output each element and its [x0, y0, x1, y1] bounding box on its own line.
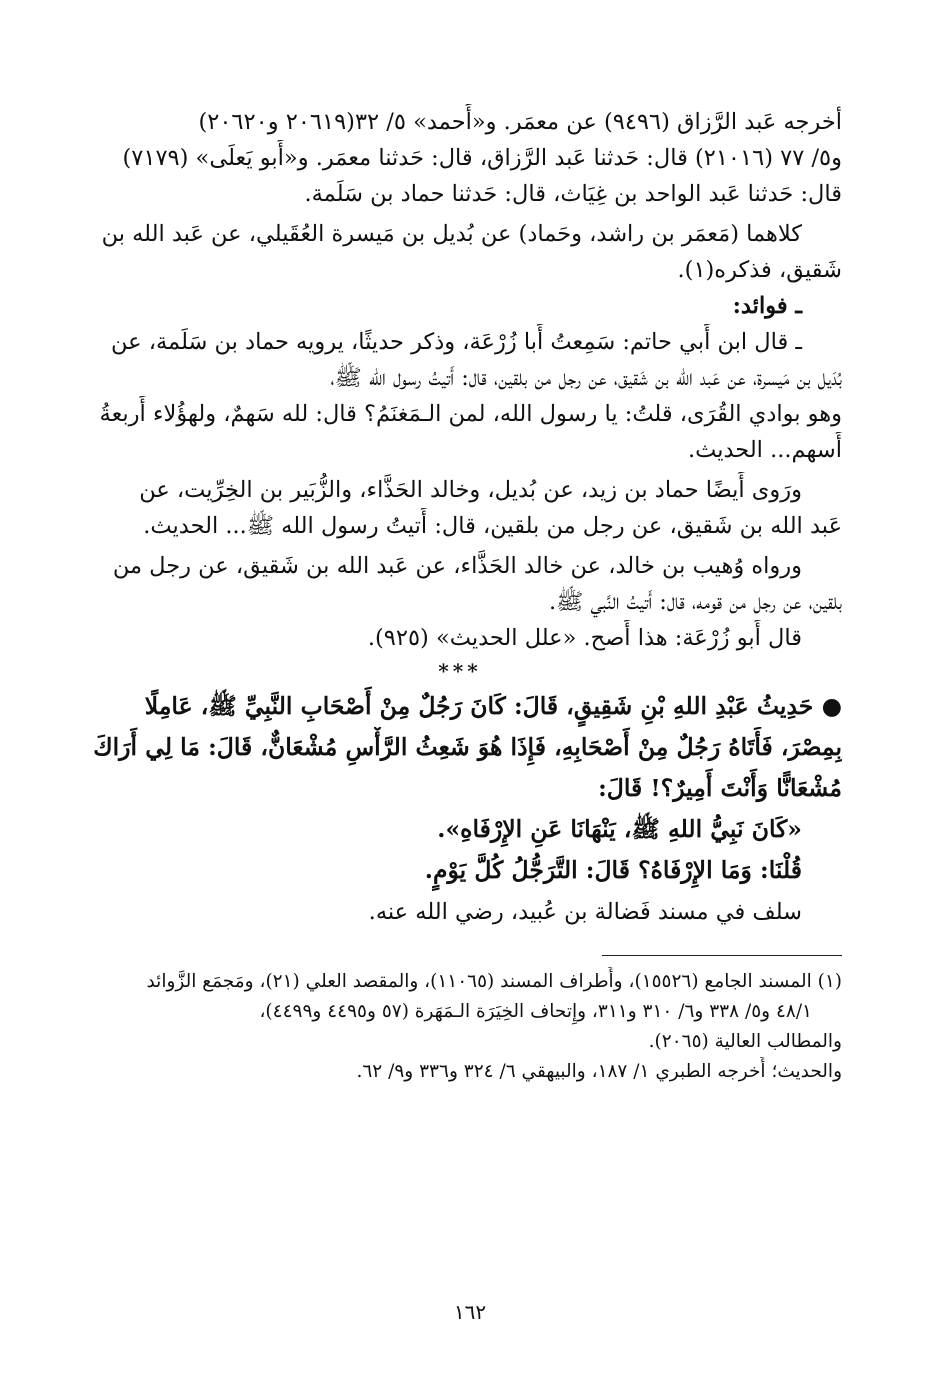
text-line: و٥/ ٧٧ (٢١٠١٦) قال: حَدثنا عَبد الرَّزاق، قال: حَدثنا معمَر. و«أَبو يَعلَى» (٧١٧٩) — [122, 145, 842, 171]
footnote-line: والمطالب العالية (٢٠٦٥). — [648, 1031, 842, 1052]
text-line: ـ قال ابن أَبي حاتم: سَمِعتُ أَبا زُرْعَة، وذكر حديثًا، يرويه حماد بن سَلَمة، عن — [111, 329, 802, 355]
page-body — [78, 104, 842, 1087]
closing-line: سلف في مسند فَضالة بن عُبيد، رضي الله عنه. — [368, 899, 802, 925]
hadith-intro-line: ● حَدِيثُ عَبْدِ اللهِ بْنِ شَقِيقٍ، قَالَ: كَانَ رَجُلٌ مِنْ أَصْحَابِ النَّبِيِّ ﷺ، عَامِلًا — [144, 692, 842, 720]
hadith-text-line: قُلْنَا: وَمَا الإِرْفَاهُ؟ قَالَ: التَّرَجُّلُ كُلَّ يَوْمٍ. — [424, 856, 802, 884]
text-line: أخرجه عَبد الرَّزاق (٩٤٩٦) عن معمَر. و«أَحمد» ٥/ ٣٢(٢٠٦١٩ و٢٠٦٢٠) — [198, 109, 842, 135]
footnote-line: والحديث؛ أَخرجه الطبري ١/ ١٨٧، والبيهقي ٦/ ٣٢٤ و٣٣٦ و٩/ ٦٢. — [356, 1061, 842, 1082]
footnote-line: ٤٨/١ و٥/ ٣٣٨ و٦/ ٣١٠ و٣١١، وإِتحاف الخِيَرَة الـمَهَرة (٥٧ و٤٤٩٥ و٤٤٩٩)، — [259, 1001, 812, 1022]
text-line: عَبد الله بن شَقيق، عن رجل من بلقين، قال: أَتيتُ رسول الله ﷺ... الحديث. — [143, 513, 842, 539]
benefits-heading: ـ فوائد: — [732, 293, 802, 319]
text-line: شَقيق، فذكره(١). — [677, 257, 842, 283]
text-line: بُدَيل بن مَيسرة، عن عَبد الله بن شَقيق، عن رجل من بلقين، قال: أَتيتُ رسول الله ﷺ، — [330, 365, 842, 391]
footnote-line: (١) المسند الجامع (١٥٥٢٦)، وأَطراف المسند (١١٠٦٥)، والمقصد العلي (٢١)، ومَجمَع الزَّوائد — [146, 971, 842, 992]
text-line: ورَوى أَيضًا حماد بن زيد، عن بُديل، وخالد الحَذَّاء، والزُّبَير بن الخِرِّيت، عن — [139, 477, 802, 503]
text-line: قال أَبو زُرْعَة: هذا أَصح. «علل الحديث» (٩٢٥). — [367, 625, 802, 651]
section-separator: *** — [438, 659, 482, 683]
text-line: بلقين، عن رجل من قومه، قال: أَتيتُ النَّبي ﷺ. — [548, 589, 842, 615]
text-line: ورواه وُهيب بن خالد، عن خالد الحَذَّاء، عن عَبد الله بن شَقيق، عن رجل من — [112, 553, 802, 579]
page-number: ١٦٢ — [453, 1300, 487, 1324]
hadith-intro-line: بِمِصْرَ، فَأَتَاهُ رَجُلٌ مِنْ أَصْحَابِهِ، فَإِذَا هُوَ شَعِثُ الرَّأْسِ مُشْعَانٌّ، قَالَ: مَا لِي أَرَاكَ — [93, 733, 842, 761]
hadith-intro-line: مُشْعَانًّا وَأَنْتَ أَمِيرٌ؟! قَالَ: — [598, 774, 842, 802]
text-line: أَسهم... الحديث. — [687, 437, 842, 463]
footnote-divider — [602, 955, 842, 956]
text-line: كلاهما (مَعمَر بن راشد، وحَماد) عن بُديل بن مَيسرة العُقَيلي، عن عَبد الله بن — [101, 221, 802, 247]
text-line: قال: حَدثنا عَبد الواحد بن غِيَاث، قال: حَدثنا حماد بن سَلَمة. — [304, 181, 842, 207]
text-line: وهو بوادي القُرَى، قلتُ: يا رسول الله، لمن الـمَغنَمُ؟ قال: لله سَهمٌ، ولهؤُلاء أَربعةُ — [99, 401, 842, 427]
hadith-text-line: «كَانَ نَبِيُّ اللهِ ﷺ، يَنْهَانَا عَنِ الإِرْفَاهِ». — [437, 815, 802, 843]
